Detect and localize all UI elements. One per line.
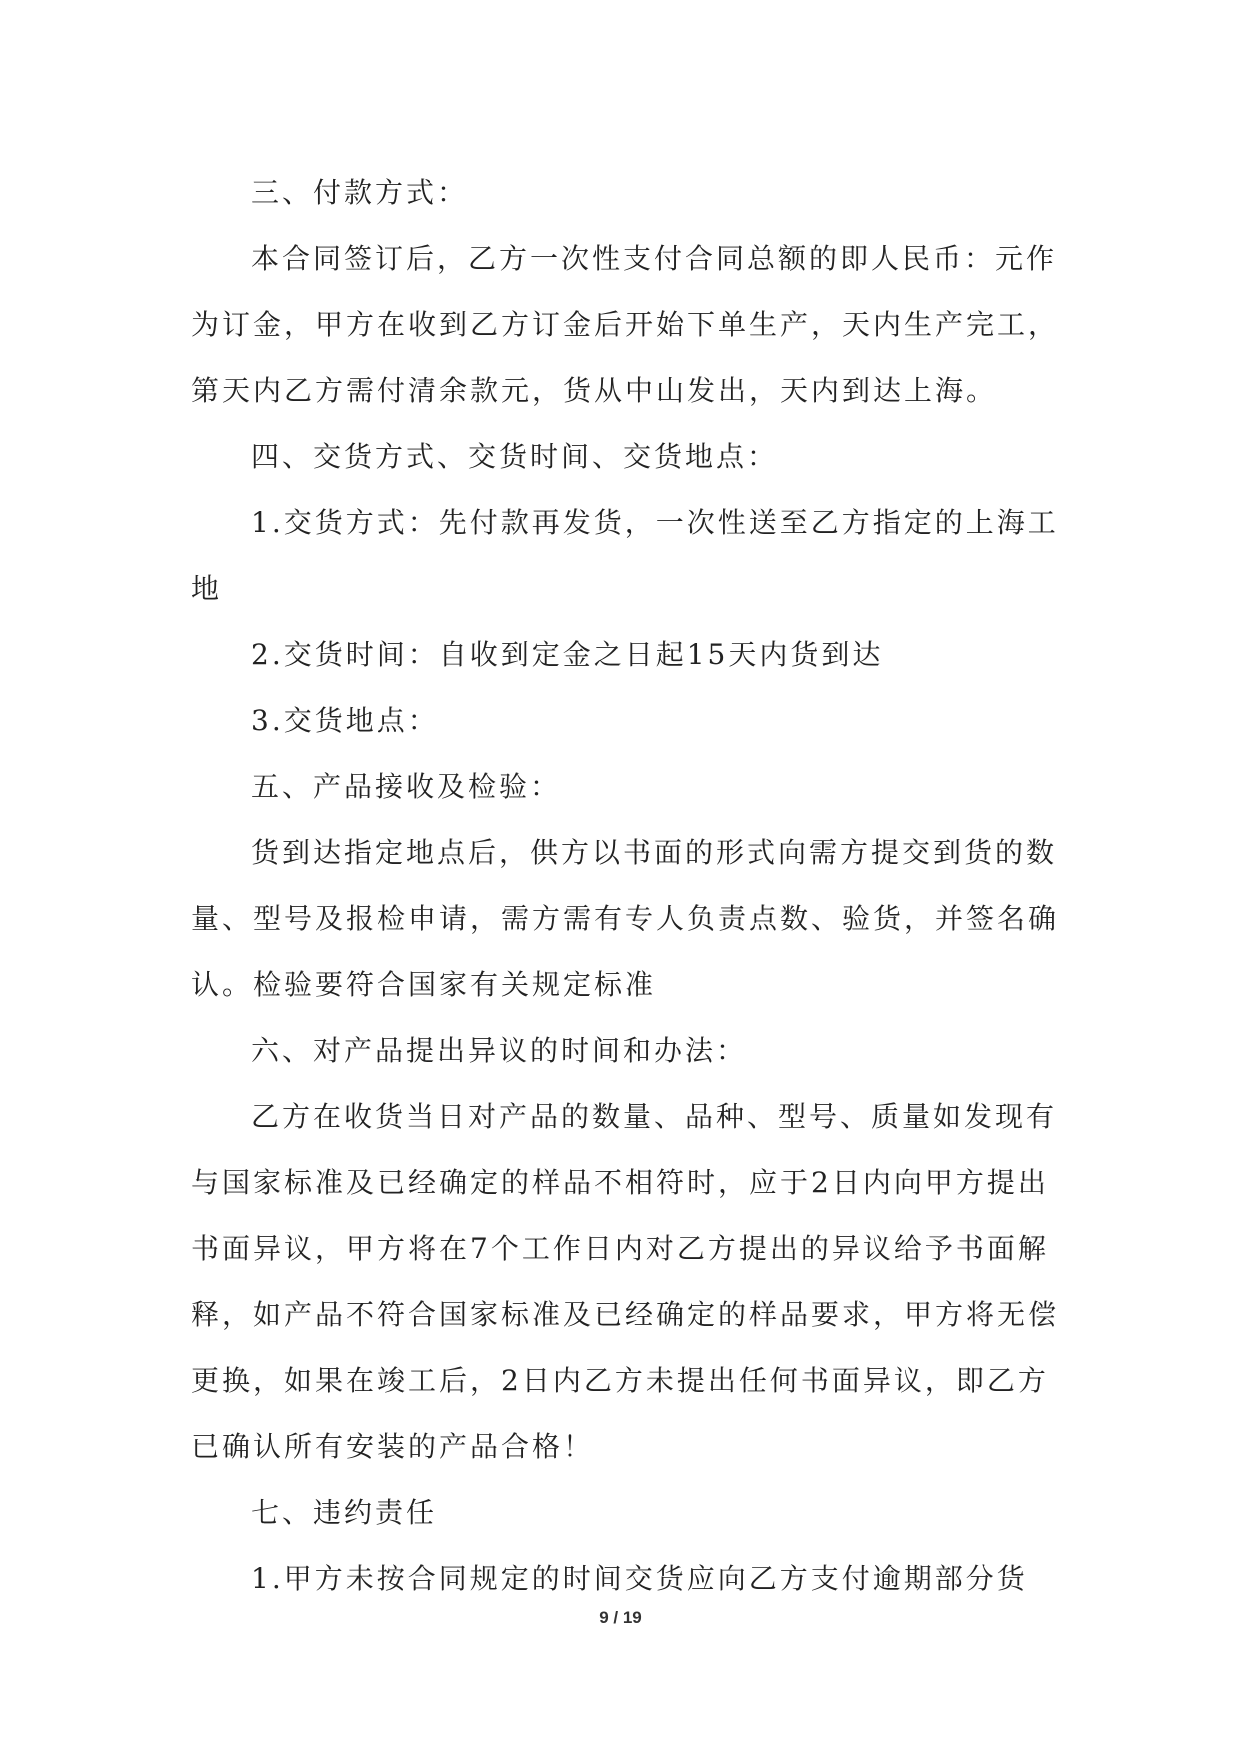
page-number: 9 / 19	[599, 1608, 642, 1627]
paragraph-line: 更换，如果在竣工后，2日内乙方未提出任何书面异议，即乙方	[191, 1364, 1049, 1397]
section-heading-liability: 七、违约责任	[251, 1496, 438, 1529]
list-item-line: 3.交货地点：	[251, 704, 439, 737]
paragraph-line: 认。检验要符合国家有关规定标准	[191, 968, 657, 1001]
list-item-line: 地	[191, 572, 223, 605]
document-body	[191, 160, 1061, 1612]
list-item-line: 1.交货方式：先付款再发货，一次性送至乙方指定的上海工	[251, 506, 1059, 539]
paragraph-line: 第天内乙方需付清余款元，货从中山发出，天内到达上海。	[191, 374, 998, 407]
paragraph-line: 与国家标准及已经确定的样品不相符时，应于2日内向甲方提出	[191, 1166, 1049, 1199]
paragraph-line: 货到达指定地点后，供方以书面的形式向需方提交到货的数	[251, 836, 1058, 869]
section-heading-inspection: 五、产品接收及检验：	[251, 770, 562, 803]
paragraph-line: 为订金，甲方在收到乙方订金后开始下单生产，天内生产完工，	[191, 308, 1060, 341]
list-item-line: 2.交货时间：自收到定金之日起15天内货到达	[251, 638, 884, 671]
paragraph-line: 已确认所有安装的产品合格！	[191, 1430, 595, 1463]
paragraph-line: 书面异议，甲方将在7个工作日内对乙方提出的异议给予书面解	[191, 1232, 1049, 1265]
paragraph-line: 本合同签订后，乙方一次性支付合同总额的即人民币：元作	[251, 242, 1058, 275]
list-item-line: 1.甲方未按合同规定的时间交货应向乙方支付逾期部分货	[251, 1562, 1028, 1595]
section-heading-objection: 六、对产品提出异议的时间和办法：	[251, 1034, 748, 1067]
section-heading-payment: 三、付款方式：	[251, 176, 469, 209]
paragraph-line: 释，如产品不符合国家标准及已经确定的样品要求，甲方将无偿	[191, 1298, 1060, 1331]
section-heading-delivery: 四、交货方式、交货时间、交货地点：	[251, 440, 779, 473]
paragraph-line: 量、型号及报检申请，需方需有专人负责点数、验货，并签名确	[191, 902, 1060, 935]
paragraph-line: 乙方在收货当日对产品的数量、品种、型号、质量如发现有	[251, 1100, 1058, 1133]
